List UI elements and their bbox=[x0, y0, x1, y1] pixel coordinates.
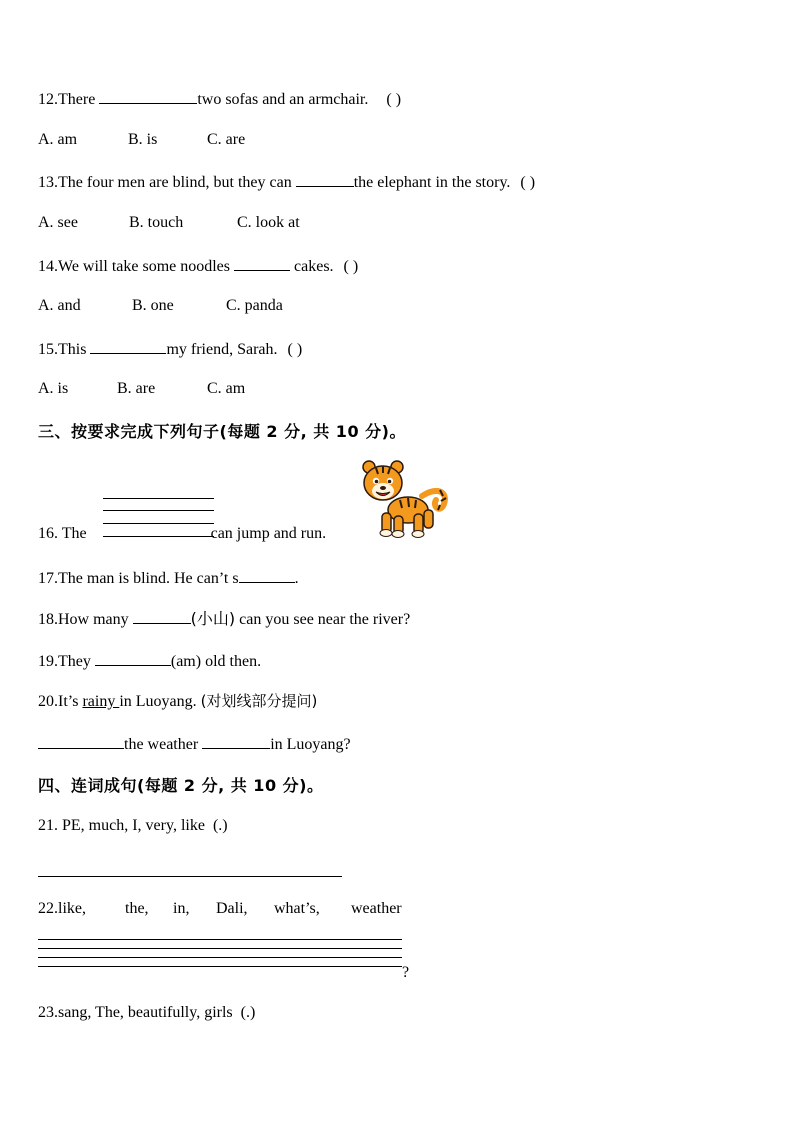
question-23 bbox=[38, 1003, 255, 1023]
answer-line[interactable] bbox=[38, 957, 402, 958]
answer-blank[interactable] bbox=[296, 171, 354, 187]
question-number: 17. bbox=[38, 570, 58, 587]
question-19 bbox=[38, 650, 261, 672]
question-text: How many bbox=[58, 611, 133, 628]
question-hint: (小山) bbox=[190, 609, 236, 628]
answer-blank[interactable] bbox=[38, 733, 124, 749]
question-text: can jump and run. bbox=[210, 525, 327, 542]
question-13 bbox=[38, 171, 535, 193]
answer-blank[interactable] bbox=[202, 733, 270, 749]
question-text: We will take some noodles bbox=[58, 258, 235, 275]
question-number: 16. bbox=[38, 525, 58, 542]
scrambled-word: like, bbox=[58, 900, 86, 917]
answer-parentheses[interactable]: ( ) bbox=[386, 91, 402, 108]
question-number: 20. bbox=[38, 693, 58, 710]
option-a[interactable]: A. see bbox=[38, 214, 78, 231]
option-a[interactable]: A. is bbox=[38, 380, 69, 397]
answer-line[interactable] bbox=[38, 876, 342, 877]
question-text: This bbox=[58, 341, 91, 358]
answer-blank[interactable] bbox=[95, 650, 171, 666]
option-b[interactable]: B. touch bbox=[129, 214, 184, 231]
option-b[interactable]: B. is bbox=[128, 131, 158, 148]
answer-blank[interactable] bbox=[133, 608, 191, 624]
scrambled-words: PE, much, I, very, like bbox=[62, 817, 205, 834]
question-22 bbox=[38, 899, 402, 919]
question-18 bbox=[38, 608, 410, 630]
question-text: in Luoyang? bbox=[270, 736, 351, 753]
question-text: in Luoyang. bbox=[119, 693, 197, 710]
answer-blank[interactable] bbox=[99, 88, 197, 104]
question-number: 23. bbox=[38, 1004, 58, 1021]
question-text: There bbox=[58, 91, 100, 108]
option-c[interactable]: C. panda bbox=[226, 297, 283, 314]
tiger-image bbox=[360, 458, 452, 542]
options-14 bbox=[38, 296, 283, 316]
options-15 bbox=[38, 379, 245, 399]
question-text: The bbox=[61, 525, 87, 542]
scrambled-word: what’s, bbox=[274, 900, 320, 917]
question-16 bbox=[38, 524, 326, 544]
option-c[interactable]: C. am bbox=[207, 380, 246, 397]
options-12 bbox=[38, 130, 245, 150]
question-number: 19. bbox=[38, 653, 58, 670]
question-12 bbox=[38, 88, 401, 110]
answer-parentheses[interactable]: ( ) bbox=[287, 341, 303, 358]
question-15 bbox=[38, 338, 302, 360]
question-text: They bbox=[58, 653, 95, 670]
question-14 bbox=[38, 255, 358, 277]
punctuation-hint: (.) bbox=[212, 817, 228, 834]
answer-blank[interactable] bbox=[234, 255, 290, 271]
question-20 bbox=[38, 691, 317, 712]
answer-parentheses[interactable]: ( ) bbox=[520, 174, 536, 191]
scrambled-word: Dali, bbox=[216, 900, 248, 917]
question-text: two sofas and an armchair. bbox=[197, 91, 369, 108]
question-text: the weather bbox=[124, 736, 203, 753]
option-c[interactable]: C. look at bbox=[237, 214, 300, 231]
question-number: 21. bbox=[38, 817, 58, 834]
question-text: . bbox=[294, 570, 299, 587]
question-text: the elephant in the story. bbox=[353, 174, 511, 191]
question-number: 22. bbox=[38, 900, 58, 917]
answer-blank[interactable] bbox=[90, 338, 166, 354]
question-number: 12. bbox=[38, 91, 58, 108]
question-number: 15. bbox=[38, 341, 58, 358]
section-3-heading: 三、按要求完成下列句子(每题 2 分, 共 10 分)。 bbox=[38, 422, 406, 441]
answer-parentheses[interactable]: ( ) bbox=[343, 258, 359, 275]
question-mark: ? bbox=[402, 964, 410, 981]
option-b[interactable]: B. are bbox=[117, 380, 156, 397]
option-a[interactable]: A. am bbox=[38, 131, 78, 148]
scrambled-word: the, bbox=[125, 900, 149, 917]
question-text: It’s bbox=[58, 693, 83, 710]
question-number: 18. bbox=[38, 611, 58, 628]
option-a[interactable]: A. and bbox=[38, 297, 81, 314]
question-17 bbox=[38, 567, 299, 589]
question-instruction: (对划线部分提问) bbox=[200, 692, 318, 710]
scrambled-word: weather bbox=[351, 900, 402, 917]
answer-line[interactable] bbox=[38, 966, 402, 967]
answer-line[interactable] bbox=[38, 948, 402, 949]
answer-line[interactable] bbox=[103, 498, 214, 499]
scrambled-word: in, bbox=[173, 900, 190, 917]
question-text: The man is blind. He can’t s bbox=[58, 570, 239, 587]
answer-20 bbox=[38, 733, 351, 755]
question-text: my friend, Sarah. bbox=[166, 341, 278, 358]
answer-line[interactable] bbox=[38, 939, 402, 940]
option-c[interactable]: C. are bbox=[207, 131, 246, 148]
question-text: can you see near the river? bbox=[235, 611, 411, 628]
punctuation-hint: (.) bbox=[240, 1004, 256, 1021]
options-13 bbox=[38, 213, 300, 233]
scrambled-words: sang, The, beautifully, girls bbox=[58, 1004, 233, 1021]
section-4-heading: 四、连词成句(每题 2 分, 共 10 分)。 bbox=[38, 776, 324, 795]
answer-line[interactable] bbox=[103, 510, 214, 511]
question-number: 14. bbox=[38, 258, 58, 275]
answer-blank[interactable] bbox=[239, 567, 295, 583]
question-text: The four men are blind, but they can bbox=[58, 174, 296, 191]
question-number: 13. bbox=[38, 174, 58, 191]
underlined-word: rainy bbox=[82, 693, 120, 710]
question-text: cakes. bbox=[290, 258, 334, 275]
question-text: (am) old then. bbox=[170, 653, 262, 670]
option-b[interactable]: B. one bbox=[132, 297, 174, 314]
question-21 bbox=[38, 816, 228, 836]
